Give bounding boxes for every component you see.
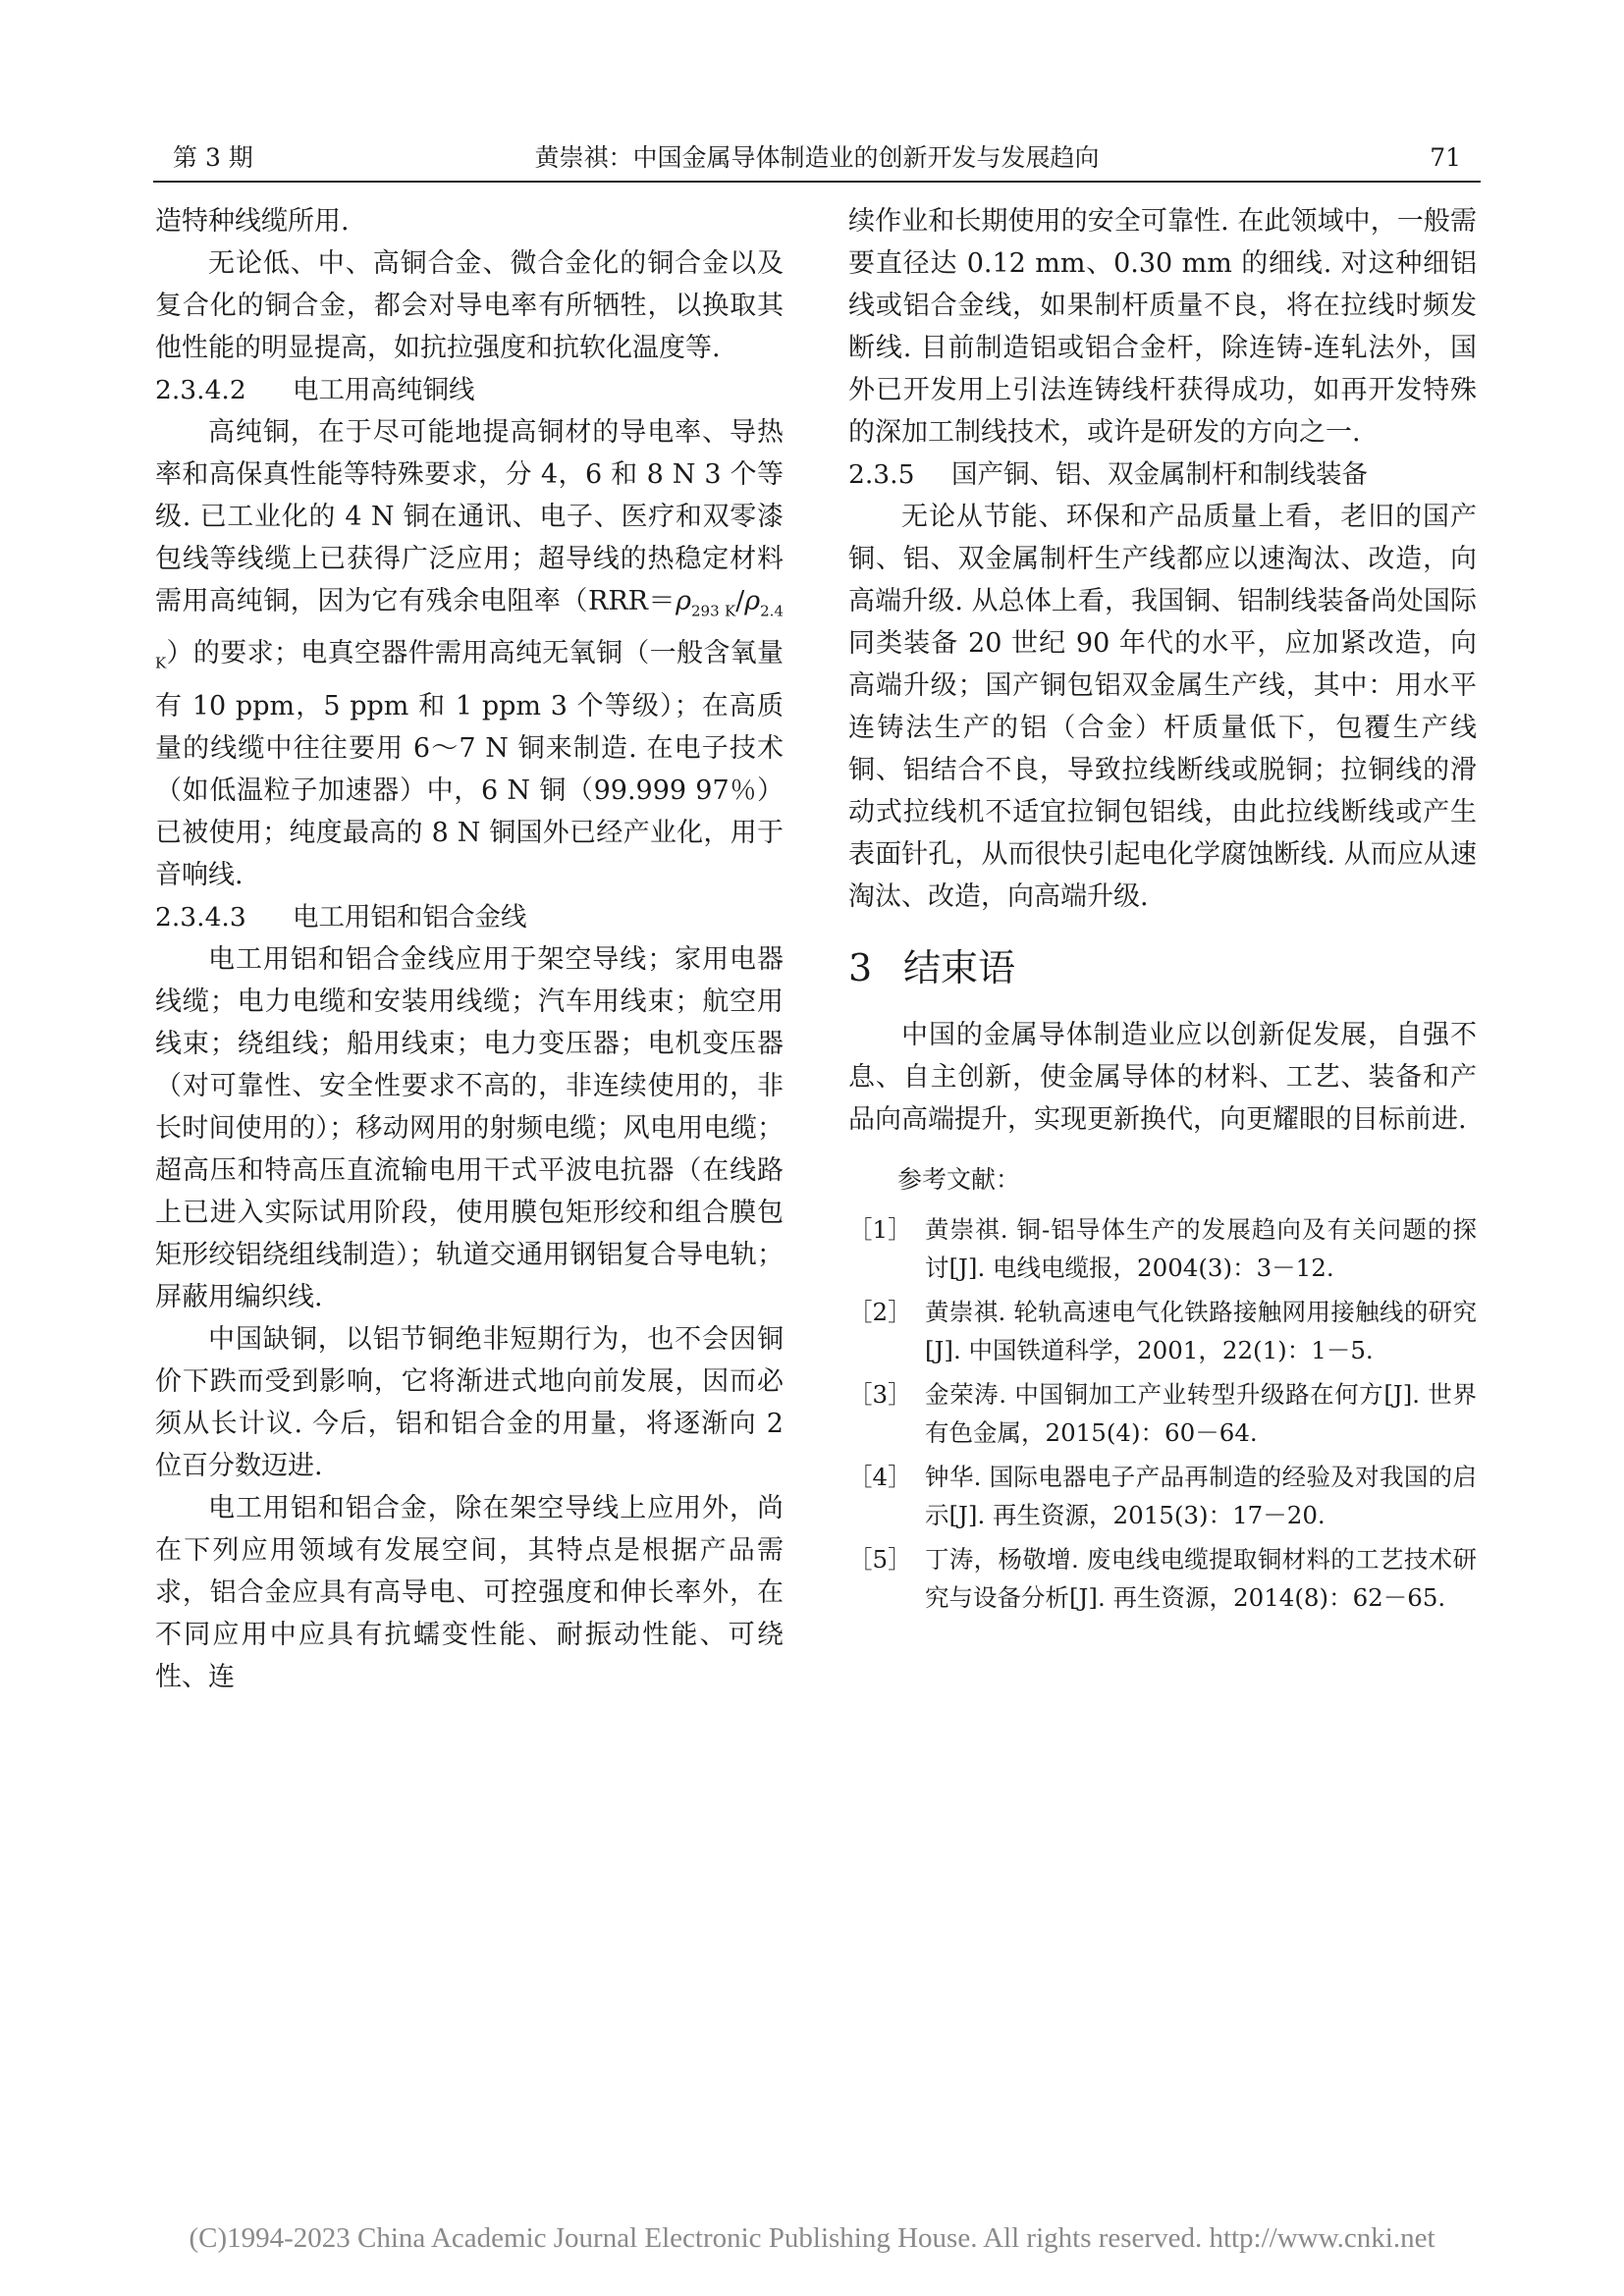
reference-item xyxy=(848,1458,1477,1534)
reference-text: 丁涛，杨敬增. 废电线电缆提取铜材料的工艺技术研究与设备分析[J]. 再生资源，2014(8)：62－65. xyxy=(925,1545,1477,1612)
reference-text: 钟华. 国际电器电子产品再制造的经验及对我国的启示[J]. 再生资源，2015(3)：17－20. xyxy=(925,1463,1477,1529)
reference-text: 金荣涛. 中国铜加工产业转型升级路在何方[J]. 世界有色金属，2015(4)：60－64. xyxy=(925,1380,1477,1447)
reference-number: ［3］ xyxy=(848,1380,912,1409)
paragraph: 电工用铝和铝合金，除在架空导线上应用外，尚在下列应用领域有发展空间，其特点是根据产品需求，铝合金应具有高导电、可控强度和伸长率外，在不同应用中应具有抗蠕变性能、耐振动性能、可绕性、连 xyxy=(155,1492,784,1692)
section-number: 2.3.4.2 xyxy=(155,375,246,405)
paragraph: 续作业和长期使用的安全可靠性. 在此领域中，一般需要直径达 0.12 mm、0.30 mm 的细线. 对这种细铝线或铝合金线，如果制杆质量不良，将在拉线时频发断线. 目前制造铝或铝合金杆，除连铸-连轧法外，国外已开发用上引法连铸线杆获得成功，如再开发特殊的深加工制线技术，或许是研发的方向之一. xyxy=(848,206,1477,448)
section-number: 2.3.5 xyxy=(848,459,915,490)
section-heading xyxy=(848,454,1477,496)
paragraph: 无论从节能、环保和产品质量上看，老旧的国产铜、铝、双金属制杆生产线都应以速淘汰、改造，向高端升级. 从总体上看，我国铜、铝制线装备尚处国际同类装备 20 世纪 90 年代的水平，应加紧改造，向高端升级；国产铜包铝双金属生产线，其中：用水平连铸法生产的铝（合金）杆质量低下，包覆生产线铜、铝结合不良，导致拉线断线或脱铜；拉铜线的滑动式拉线机不适宜拉铜包铝线，由此拉线断线或产生表面针孔，从而很快引起电化学腐蚀断线. 从而应从速淘汰、改造，向高端升级. xyxy=(848,502,1477,912)
reference-number: ［5］ xyxy=(848,1545,912,1574)
paragraph: 高纯铜，在于尽可能地提高铜材的导电率、导热率和高保真性能等特殊要求，分 4，6 和 8 N 3 个等级. 已工业化的 4 N 铜在通讯、电子、医疗和双零漆包线等线缆上已获得广泛应用；超导线的热稳定材料需用高纯铜，因为它有残余电阻率$(RRR=\rho_{293 K}/\rho_{2.4 K})$的要求；电真空器件需用高纯无氧铜（一般含氧量有 10 ppm，5 ppm 和 1 ppm 3 个等级）；在高质量的线缆中往往要用 6～7 N 铜来制造. 在电子技术（如低温粒子加速器）中，6 N 铜（99.999 97％）已被使用；纯度最高的 8 N 铜国外已经产业化，用于音响线. xyxy=(155,417,784,890)
copyright-footer: (C)1994-2023 China Academic Journal Electronic Publishing House. All rights reserved. http://www.cnki.net xyxy=(189,2222,1435,2254)
section-title: 电工用高纯铜线 xyxy=(293,375,475,405)
page-number: 71 xyxy=(1430,143,1461,172)
reference-number: ［2］ xyxy=(848,1298,912,1326)
chapter-heading xyxy=(848,943,1477,992)
reference-item xyxy=(848,1210,1477,1287)
reference-item xyxy=(848,1540,1477,1617)
chapter-number: 3 xyxy=(848,946,873,989)
subscript: 2.4 K xyxy=(155,602,784,672)
reference-item xyxy=(848,1293,1477,1369)
rho-symbol: ρ xyxy=(744,586,761,616)
reference-number: ［1］ xyxy=(848,1215,912,1244)
rho-symbol: ρ xyxy=(676,586,691,616)
paragraph: 中国缺铜，以铝节铜绝非短期行为，也不会因铜价下跌而受到影响，它将渐进式地向前发展，因而必须从长计议. 今后，铝和铝合金的用量，将逐渐向 2 位百分数迈进. xyxy=(155,1323,784,1481)
reference-item xyxy=(848,1375,1477,1452)
left-column xyxy=(155,200,784,1698)
running-title: 黄崇祺：中国金属导体制造业的创新开发与发展趋向 xyxy=(534,143,1100,172)
subscript: 293 K xyxy=(690,602,736,620)
section-number: 2.3.4.3 xyxy=(155,901,246,933)
paragraph: 无论低、中、高铜合金、微合金化的铜合金以及复合化的铜合金，都会对导电率有所牺牲，以换取其他性能的明显提高，如抗拉强度和抗软化温度等. xyxy=(155,248,784,363)
reference-text: 黄崇祺. 铜-铝导体生产的发展趋向及有关问题的探讨[J]. 电线电缆报，2004(3)：3－12. xyxy=(925,1215,1477,1282)
issue-label: 第 3 期 xyxy=(173,143,253,172)
running-header xyxy=(153,135,1481,183)
reference-text: 黄崇祺. 轮轨高速电气化铁路接触网用接触线的研究[J]. 中国铁道科学，2001，22(1)：1－5. xyxy=(925,1298,1477,1364)
chapter-title: 结束语 xyxy=(903,946,1016,989)
right-column xyxy=(848,200,1477,1623)
section-heading xyxy=(155,369,784,411)
section-heading xyxy=(155,896,784,938)
references-heading: 参考文献： xyxy=(897,1165,1021,1194)
paragraph: 电工用铝和铝合金线应用于架空导线；家用电器线缆；电力电缆和安装用线缆；汽车用线束；航空用线束；绕组线；船用线束；电力变压器；电机变压器（对可靠性、安全性要求不高的，非连续使用的，非长时间使用的）；移动网用的射频电缆；风电用电缆；超高压和特高压直流输电用干式平波电抗器（在线路上已进入实际试用阶段，使用膜包矩形绞和组合膜包矩形绞铝绕组线制造）；轨道交通用钢铝复合导电轨；屏蔽用编织线. xyxy=(155,943,784,1312)
section-title: 国产铜、铝、双金属制杆和制线装备 xyxy=(951,459,1368,490)
reference-list xyxy=(848,1210,1477,1617)
paragraph: 造特种线缆所用. xyxy=(155,206,350,237)
section-title: 电工用铝和铝合金线 xyxy=(293,901,527,933)
paragraph: 中国的金属导体制造业应以创新促发展，自强不息、自主创新，使金属导体的材料、工艺、装备和产品向高端提升，实现更新换代，向更耀眼的目标前进. xyxy=(848,1020,1477,1135)
reference-number: ［4］ xyxy=(848,1463,912,1491)
